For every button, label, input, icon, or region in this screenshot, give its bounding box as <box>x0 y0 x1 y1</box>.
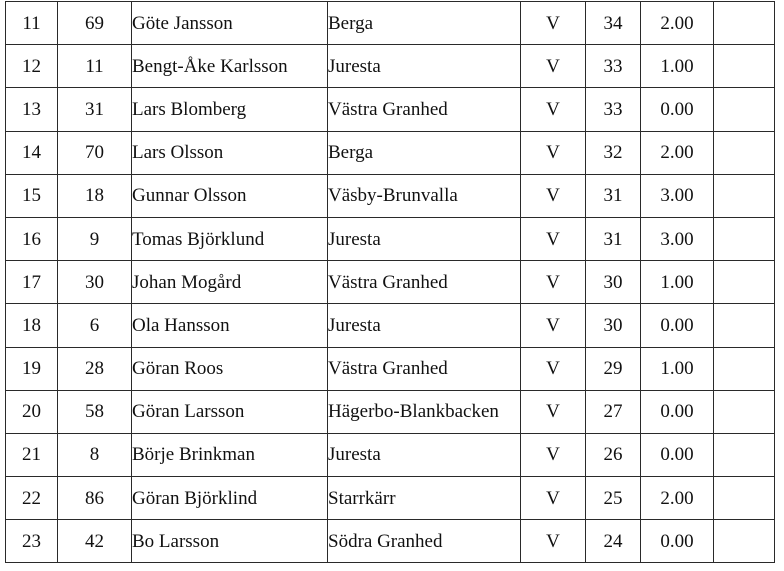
score-cell: 31 <box>586 217 641 260</box>
class-cell: V <box>521 2 586 45</box>
club-cell: Juresta <box>328 45 521 88</box>
place-cell: 18 <box>6 304 58 347</box>
results-table-body <box>6 2 775 563</box>
number-cell: 9 <box>58 217 132 260</box>
name-cell: Göran Björklind <box>132 477 328 520</box>
table-row <box>6 477 775 520</box>
score-cell: 31 <box>586 174 641 217</box>
number-cell: 8 <box>58 433 132 476</box>
name-cell: Börje Brinkman <box>132 433 328 476</box>
table-row <box>6 261 775 304</box>
results-table <box>5 1 775 563</box>
time-cell: 1.00 <box>641 45 714 88</box>
number-cell: 69 <box>58 2 132 45</box>
name-cell: Johan Mogård <box>132 261 328 304</box>
place-cell: 16 <box>6 217 58 260</box>
name-cell: Göran Larsson <box>132 390 328 433</box>
class-cell: V <box>521 88 586 131</box>
time-cell: 0.00 <box>641 390 714 433</box>
place-cell: 20 <box>6 390 58 433</box>
time-cell: 0.00 <box>641 88 714 131</box>
name-cell: Bengt-Åke Karlsson <box>132 45 328 88</box>
club-cell: Berga <box>328 2 521 45</box>
number-cell: 70 <box>58 131 132 174</box>
club-cell: Berga <box>328 131 521 174</box>
class-cell: V <box>521 261 586 304</box>
club-cell: Södra Granhed <box>328 520 521 563</box>
place-cell: 11 <box>6 2 58 45</box>
table-row <box>6 347 775 390</box>
place-cell: 21 <box>6 433 58 476</box>
number-cell: 11 <box>58 45 132 88</box>
extra-cell <box>714 261 775 304</box>
club-cell: Väsby-Brunvalla <box>328 174 521 217</box>
name-cell: Göte Jansson <box>132 2 328 45</box>
score-cell: 26 <box>586 433 641 476</box>
number-cell: 6 <box>58 304 132 347</box>
extra-cell <box>714 433 775 476</box>
extra-cell <box>714 390 775 433</box>
table-row <box>6 2 775 45</box>
club-cell: Juresta <box>328 433 521 476</box>
name-cell: Bo Larsson <box>132 520 328 563</box>
time-cell: 3.00 <box>641 174 714 217</box>
class-cell: V <box>521 304 586 347</box>
class-cell: V <box>521 390 586 433</box>
time-cell: 2.00 <box>641 131 714 174</box>
place-cell: 17 <box>6 261 58 304</box>
class-cell: V <box>521 433 586 476</box>
class-cell: V <box>521 520 586 563</box>
score-cell: 34 <box>586 2 641 45</box>
number-cell: 86 <box>58 477 132 520</box>
time-cell: 1.00 <box>641 347 714 390</box>
number-cell: 30 <box>58 261 132 304</box>
number-cell: 42 <box>58 520 132 563</box>
score-cell: 25 <box>586 477 641 520</box>
place-cell: 15 <box>6 174 58 217</box>
extra-cell <box>714 45 775 88</box>
class-cell: V <box>521 217 586 260</box>
class-cell: V <box>521 347 586 390</box>
table-row <box>6 174 775 217</box>
name-cell: Ola Hansson <box>132 304 328 347</box>
table-row <box>6 304 775 347</box>
table-row <box>6 433 775 476</box>
score-cell: 33 <box>586 88 641 131</box>
time-cell: 0.00 <box>641 433 714 476</box>
name-cell: Lars Olsson <box>132 131 328 174</box>
class-cell: V <box>521 131 586 174</box>
score-cell: 27 <box>586 390 641 433</box>
score-cell: 24 <box>586 520 641 563</box>
club-cell: Juresta <box>328 217 521 260</box>
club-cell: Västra Granhed <box>328 261 521 304</box>
extra-cell <box>714 174 775 217</box>
table-row <box>6 520 775 563</box>
table-row <box>6 217 775 260</box>
place-cell: 14 <box>6 131 58 174</box>
name-cell: Gunnar Olsson <box>132 174 328 217</box>
score-cell: 30 <box>586 261 641 304</box>
score-cell: 33 <box>586 45 641 88</box>
time-cell: 1.00 <box>641 261 714 304</box>
extra-cell <box>714 520 775 563</box>
score-cell: 30 <box>586 304 641 347</box>
table-row <box>6 88 775 131</box>
name-cell: Tomas Björklund <box>132 217 328 260</box>
extra-cell <box>714 88 775 131</box>
club-cell: Starrkärr <box>328 477 521 520</box>
score-cell: 32 <box>586 131 641 174</box>
time-cell: 0.00 <box>641 304 714 347</box>
time-cell: 2.00 <box>641 2 714 45</box>
number-cell: 58 <box>58 390 132 433</box>
time-cell: 0.00 <box>641 520 714 563</box>
class-cell: V <box>521 477 586 520</box>
club-cell: Västra Granhed <box>328 88 521 131</box>
time-cell: 3.00 <box>641 217 714 260</box>
extra-cell <box>714 304 775 347</box>
extra-cell <box>714 347 775 390</box>
table-row <box>6 45 775 88</box>
number-cell: 31 <box>58 88 132 131</box>
extra-cell <box>714 131 775 174</box>
place-cell: 13 <box>6 88 58 131</box>
place-cell: 23 <box>6 520 58 563</box>
table-row <box>6 131 775 174</box>
extra-cell <box>714 2 775 45</box>
table-row <box>6 390 775 433</box>
number-cell: 18 <box>58 174 132 217</box>
number-cell: 28 <box>58 347 132 390</box>
class-cell: V <box>521 45 586 88</box>
extra-cell <box>714 217 775 260</box>
extra-cell <box>714 477 775 520</box>
name-cell: Göran Roos <box>132 347 328 390</box>
club-cell: Hägerbo-Blankbacken <box>328 390 521 433</box>
name-cell: Lars Blomberg <box>132 88 328 131</box>
time-cell: 2.00 <box>641 477 714 520</box>
club-cell: Juresta <box>328 304 521 347</box>
place-cell: 12 <box>6 45 58 88</box>
club-cell: Västra Granhed <box>328 347 521 390</box>
class-cell: V <box>521 174 586 217</box>
place-cell: 22 <box>6 477 58 520</box>
place-cell: 19 <box>6 347 58 390</box>
score-cell: 29 <box>586 347 641 390</box>
